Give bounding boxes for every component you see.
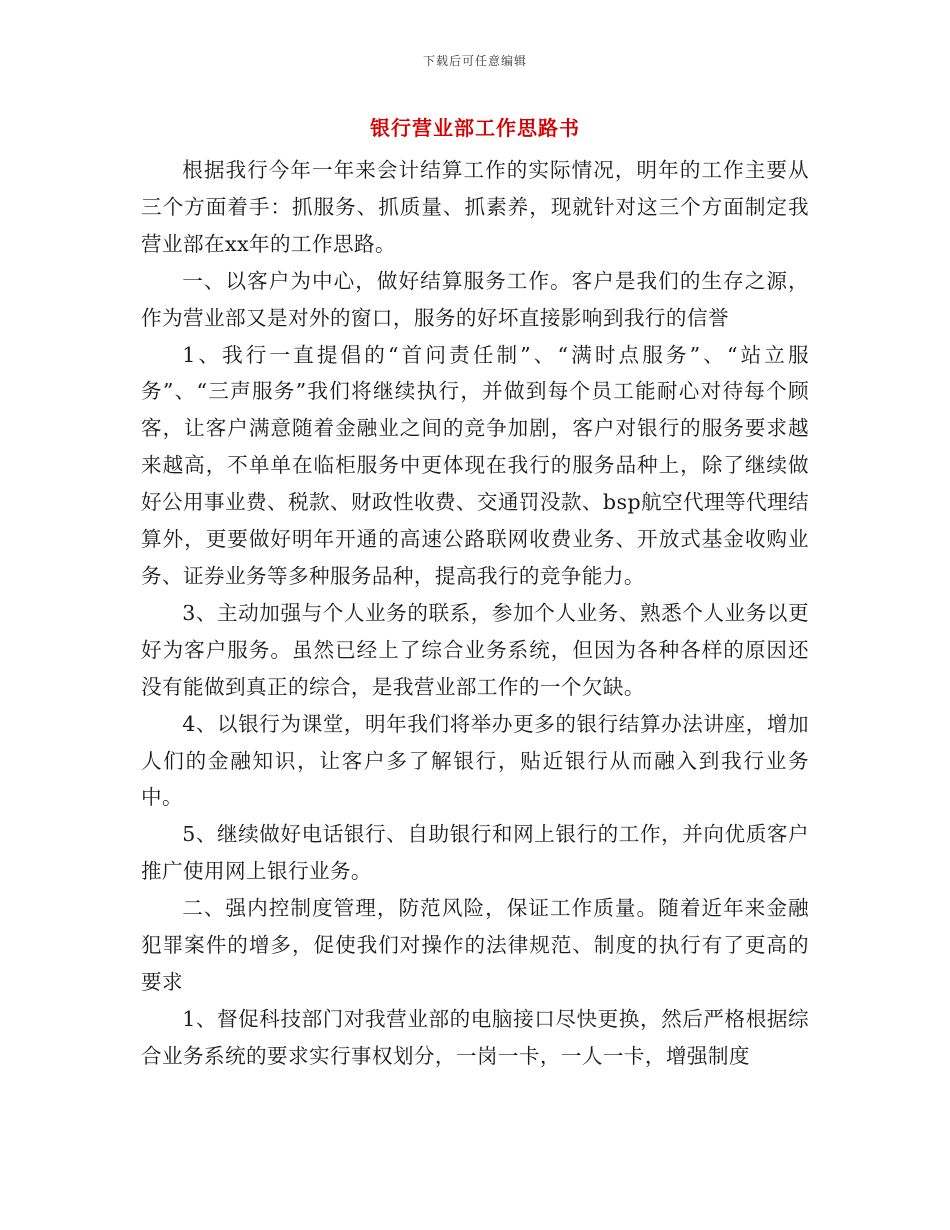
- paragraph-section-1: 一、以客户为中心，做好结算服务工作。客户是我们的生存之源，作为营业部又是对外的窗口，服务的好坏直接影响到我行的信誉: [141, 268, 809, 330]
- document-body: [141, 152, 809, 1075]
- paragraph-section-2: 二、强内控制度管理，防范风险，保证工作质量。随着近年来金融犯罪案件的增多，促使我们对操作的法律规范、制度的执行有了更高的要求: [141, 896, 809, 994]
- paragraph-item-4: 4、以银行为课堂，明年我们将举办更多的银行结算办法讲座，增加人们的金融知识，让客户多了解银行，贴近银行从而融入到我行业务中。: [141, 711, 809, 810]
- paragraph-section-2-item-1: 1、督促科技部门对我营业部的电脑接口尽快更换，然后严格根据综合业务系统的要求实行事权划分，一岗一卡，一人一卡，增强制度: [141, 1006, 809, 1068]
- paragraph-intro: 根据我行今年一年来会计结算工作的实际情况，明年的工作主要从三个方面着手：抓服务、抓质量、抓素养，现就针对这三个方面制定我营业部在xx年的工作思路。: [141, 158, 809, 256]
- document-title: 银行营业部工作思路书: [370, 116, 580, 140]
- paragraph-item-3: 3、主动加强与个人业务的联系，参加个人业务、熟悉个人业务以更好为客户服务。虽然已经上了综合业务系统，但因为各种各样的原因还没有能做到真正的综合，是我营业部工作的一个欠缺。: [141, 600, 809, 699]
- paragraph-item-5: 5、继续做好电话银行、自助银行和网上银行的工作，并向优质客户推广使用网上银行业务。: [141, 822, 809, 884]
- page-header-note: 下载后可任意编辑: [422, 54, 527, 68]
- paragraph-item-1: 1、我行一直提倡的“首问责任制”、“满时点服务”、“站立服务”、“三声服务”我们将继续执行，并做到每个员工能耐心对待每个顾客，让客户满意随着金融业之间的竞争加剧，客户对银行的服务要求越来越高，不单单在临柜服务中更体现在我行的服务品种上，除了继续做好公用事业费、税款、财政性收费、交通罚没款、bsp航空代理等代理结算外，更要做好明年开通的高速公路联网收费业务、开放式基金收购业务、证券业务等多种服务品种，提高我行的竞争能力。: [141, 342, 809, 588]
